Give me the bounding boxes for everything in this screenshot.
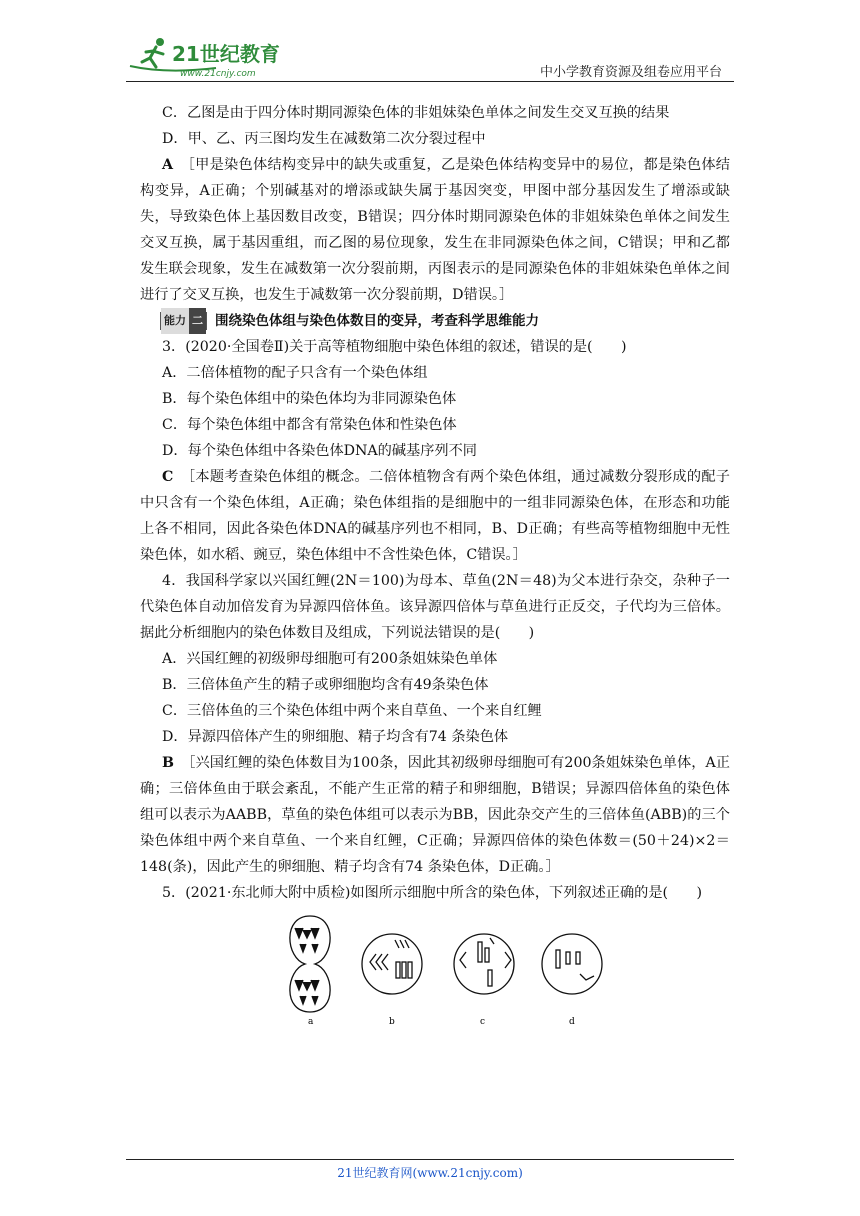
q4-option-b: B．三倍体鱼产生的精子或卵细胞均含有49条染色体 [162, 677, 489, 693]
q3-option-a: A．二倍体植物的配子只含有一个染色体组 [162, 365, 428, 381]
answer-explanation: ［本题考查染色体组的概念。二倍体植物含有两个染色体组，通过减数分裂形成的配子中只含有一个染色体组，A正确；染色体组指的是细胞中的一组非同源染色体，在形态和功能上各不相同，因此各染色体DNA的碱基序列也不相同，B、D正确；有些高等植物细胞中无性染色体，如水稻、豌豆，染色体组中不含性染色体，C错误。］ [140, 469, 730, 563]
ability-title: 围绕染色体组与染色体数目的变异，考查科学思维能力 [215, 313, 539, 329]
chromosome-figure [140, 906, 730, 1026]
q3-option-d: D．每个染色体组中各染色体DNA的碱基序列不同 [162, 443, 477, 459]
q2-answer [140, 152, 730, 308]
figure-label-d: d [569, 1017, 575, 1027]
header-divider [126, 81, 734, 82]
q3-option-b: B．每个染色体组中的染色体均为非同源染色体 [162, 391, 457, 407]
q4-option-c: C．三倍体鱼的三个染色体组中两个来自草鱼、一个来自红鲤 [162, 703, 542, 719]
logo-text: 21世纪教育 [172, 42, 280, 66]
footer-divider [126, 1159, 734, 1160]
ability-heading [160, 308, 730, 334]
platform-name: 中小学教育资源及组卷应用平台 [540, 65, 723, 80]
q2-option-c: C．乙图是由于四分体时期同源染色体的非姐妹染色单体之间发生交叉互换的结果 [162, 105, 670, 121]
q4-option-a: A．兴国红鲤的初级卵母细胞可有200条姐妹染色单体 [162, 651, 498, 667]
site-logo [126, 34, 286, 80]
question-3: 3．(2020·全国卷Ⅱ)关于高等植物细胞中染色体组的叙述，错误的是( ) [162, 339, 627, 355]
q4-option-d: D．异源四倍体产生的卵细胞、精子均含有74 条染色体 [162, 729, 509, 745]
answer-letter: B [162, 755, 174, 771]
q4-answer [140, 750, 730, 880]
cell-a [290, 916, 330, 1012]
page-content [140, 100, 730, 1026]
question-5: 5．(2021·东北师大附中质检)如图所示细胞中所含的染色体，下列叙述正确的是( ) [162, 885, 702, 901]
figure-label-c: c [480, 1017, 486, 1027]
ability-badge [160, 312, 207, 330]
figure-label-a: a [308, 1017, 314, 1027]
q3-answer [140, 464, 730, 568]
answer-explanation: ［兴国红鲤的染色体数目为100条，因此其初级卵母细胞可有200条姐妹染色单体，A正确；三倍体鱼由于联会紊乱，不能产生正常的精子和卵细胞，B错误；异源四倍体鱼的染色体组可以表示为AABB，草鱼的染色体组可以表示为BB，因此杂交产生的三倍体鱼(ABB)的三个染色体组中两个来自草鱼、一个来自红鲤，C正确；异源四倍体的染色体数＝(50＋24)×2＝148(条)，因此产生的卵细胞、精子均含有74 条染色体，D正确。］ [140, 755, 730, 875]
answer-letter: A [162, 157, 174, 173]
logo-url: www.21cnjy.com [180, 69, 256, 79]
ability-badge-number: 二 [189, 308, 206, 334]
cell-b [362, 934, 422, 994]
q3-option-c: C．每个染色体组中都含有常染色体和性染色体 [162, 417, 457, 433]
q2-option-d: D．甲、乙、丙三图均发生在减数第二次分裂过程中 [162, 131, 486, 147]
answer-explanation: ［甲是染色体结构变异中的缺失或重复，乙是染色体结构变异中的易位，都是染色体结构变异，A正确；个别碱基对的增添或缺失属于基因突变，甲图中部分基因发生了增添或缺失，导致染色体上基因数目改变，B错误；四分体时期同源染色体的非姐妹染色单体之间发生交叉互换，属于基因重组，而乙图的易位现象，发生在非同源染色体之间，C错误；甲和乙都发生联会现象，发生在减数第一次分裂前期，丙图表示的是同源染色体的非姐妹染色单体之间进行了交叉互换，也发生于减数第一次分裂前期，D错误。］ [140, 157, 730, 303]
cell-d [542, 934, 602, 994]
figure-label-b: b [389, 1017, 395, 1027]
ability-badge-label: 能力 [161, 308, 189, 334]
cell-c [454, 934, 514, 994]
answer-letter: C [162, 469, 174, 485]
question-4: 4．我国科学家以兴国红鲤(2N＝100)为母本、草鱼(2N＝48)为父本进行杂交，杂种子一代染色体自动加倍发育为异源四倍体鱼。该异源四倍体与草鱼进行正反交，子代均为三倍体。据此分析细胞内的染色体数目及组成，下列说法错误的是( ) [140, 573, 730, 641]
footer-link[interactable]: 21世纪教育网(www.21cnjy.com) [337, 1166, 523, 1180]
